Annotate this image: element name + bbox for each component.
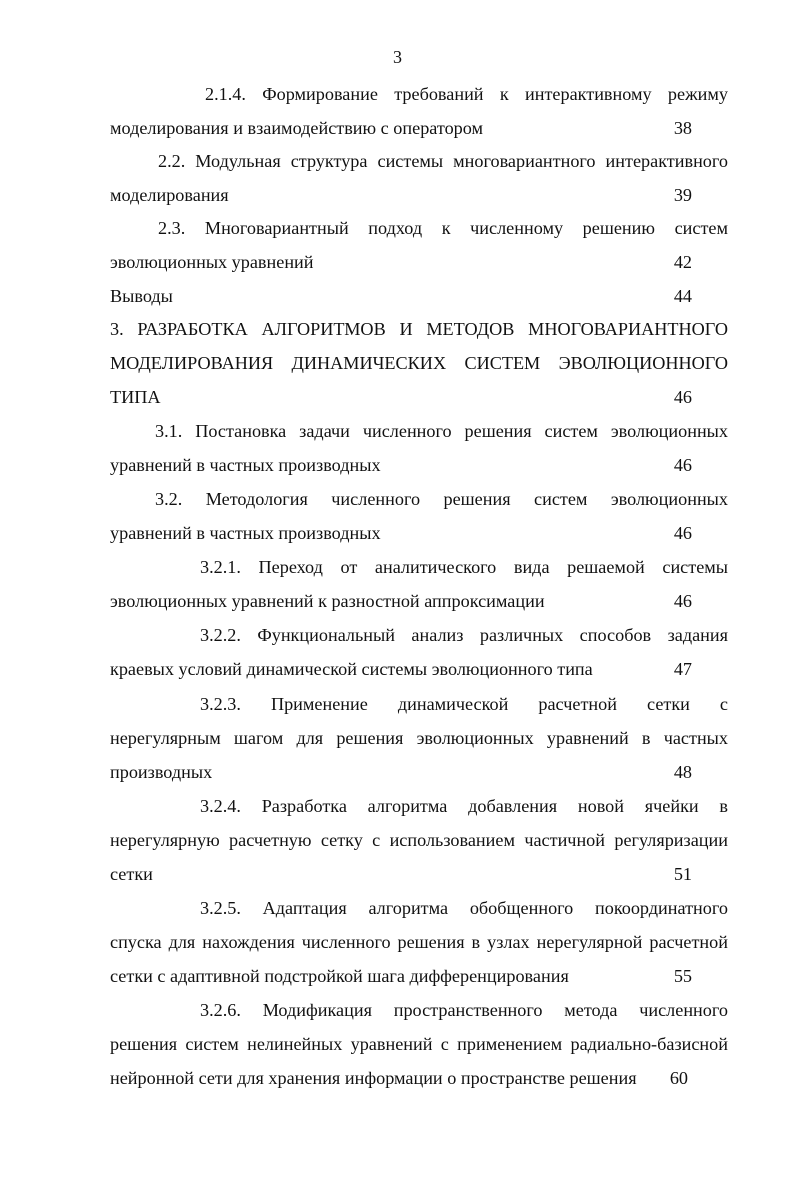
toc-entry-title-line: 2.3. Многовариантный подход к численному решению систем [158, 218, 728, 238]
toc-entry-title-line: 3.2.5. Адаптация алгоритма обобщенного покоординатного [200, 898, 728, 918]
toc-entry-title-line: производных [110, 762, 213, 782]
toc-entry-title-line: уравнений в частных производных [110, 455, 381, 475]
toc-entry-title-line: эволюционных уравнений [110, 252, 314, 272]
toc-entry-title-line: эволюционных уравнений к разностной аппроксимации [110, 591, 545, 611]
page-number: 3 [393, 47, 402, 67]
toc-entry-title-line: спуска для нахождения численного решения в узлах нерегулярной расчетной [110, 932, 728, 952]
toc-entry-page: 46 [673, 523, 692, 543]
toc-entry-page: 46 [673, 591, 692, 611]
toc-entry-title-line: 2.1.4. Формирование требований к интерактивному режиму [205, 84, 728, 104]
toc-entry-title-line: уравнений в частных производных [110, 523, 381, 543]
toc-entry-title-line: 3.2.4. Разработка алгоритма добавления новой ячейки в [200, 796, 728, 816]
toc-entry-page: 46 [673, 387, 692, 407]
toc-entry-title-line: 3.2.6. Модификация пространственного метода численного [200, 1000, 728, 1020]
toc-entry-page: 44 [673, 286, 692, 306]
toc-entry-page: 46 [673, 455, 692, 475]
toc-entry-title-line: сетки [110, 864, 153, 884]
toc-entry-title-line: МОДЕЛИРОВАНИЯ ДИНАМИЧЕСКИХ СИСТЕМ ЭВОЛЮЦИОННОГО [110, 353, 728, 373]
toc-entry-page: 42 [673, 252, 692, 272]
toc-entry-page: 51 [673, 864, 692, 884]
toc-entry-page: 60 [669, 1068, 688, 1088]
toc-entry-title-line: 3.2.2. Функциональный анализ различных способов задания [200, 625, 728, 645]
toc-entry-title-line: Выводы [110, 286, 173, 306]
toc-entry-page: 48 [673, 762, 692, 782]
toc-entry-page: 47 [673, 659, 692, 679]
toc-entry-title-line: 3.1. Постановка задачи численного решения систем эволюционных [155, 421, 728, 441]
toc-entry-title-line: 3. РАЗРАБОТКА АЛГОРИТМОВ И МЕТОДОВ МНОГОВАРИАНТНОГО [110, 319, 728, 339]
toc-entry-page: 38 [673, 118, 692, 138]
toc-entry-title-line: 2.2. Модульная структура системы многовариантного интерактивного [158, 151, 728, 171]
toc-entry-title-line: нерегулярным шагом для решения эволюционных уравнений в частных [110, 728, 728, 748]
toc-entry-title-line: 3.2.3. Применение динамической расчетной сетки с [200, 694, 728, 714]
toc-entry-title-line: 3.2.1. Переход от аналитического вида решаемой системы [200, 557, 728, 577]
toc-entry-title-line: 3.2. Методология численного решения систем эволюционных [155, 489, 728, 509]
toc-entry-title-line: сетки с адаптивной подстройкой шага дифференцирования [110, 966, 569, 986]
toc-entry-page: 55 [673, 966, 692, 986]
toc-entry-title-line: краевых условий динамической системы эволюционного типа [110, 659, 593, 679]
toc-entry-title-line: моделирования [110, 185, 229, 205]
toc-entry-page: 39 [673, 185, 692, 205]
toc-entry-title-line: моделирования и взаимодействию с оператором [110, 118, 484, 138]
toc-entry-title-line: нейронной сети для хранения информации о пространстве решения [110, 1068, 637, 1088]
toc-entry-title-line: нерегулярную расчетную сетку с использованием частичной регуляризации [110, 830, 728, 850]
toc-entry-title-line: решения систем нелинейных уравнений с применением радиально-базисной [110, 1034, 728, 1054]
toc-entry-title-line: ТИПА [110, 387, 161, 407]
